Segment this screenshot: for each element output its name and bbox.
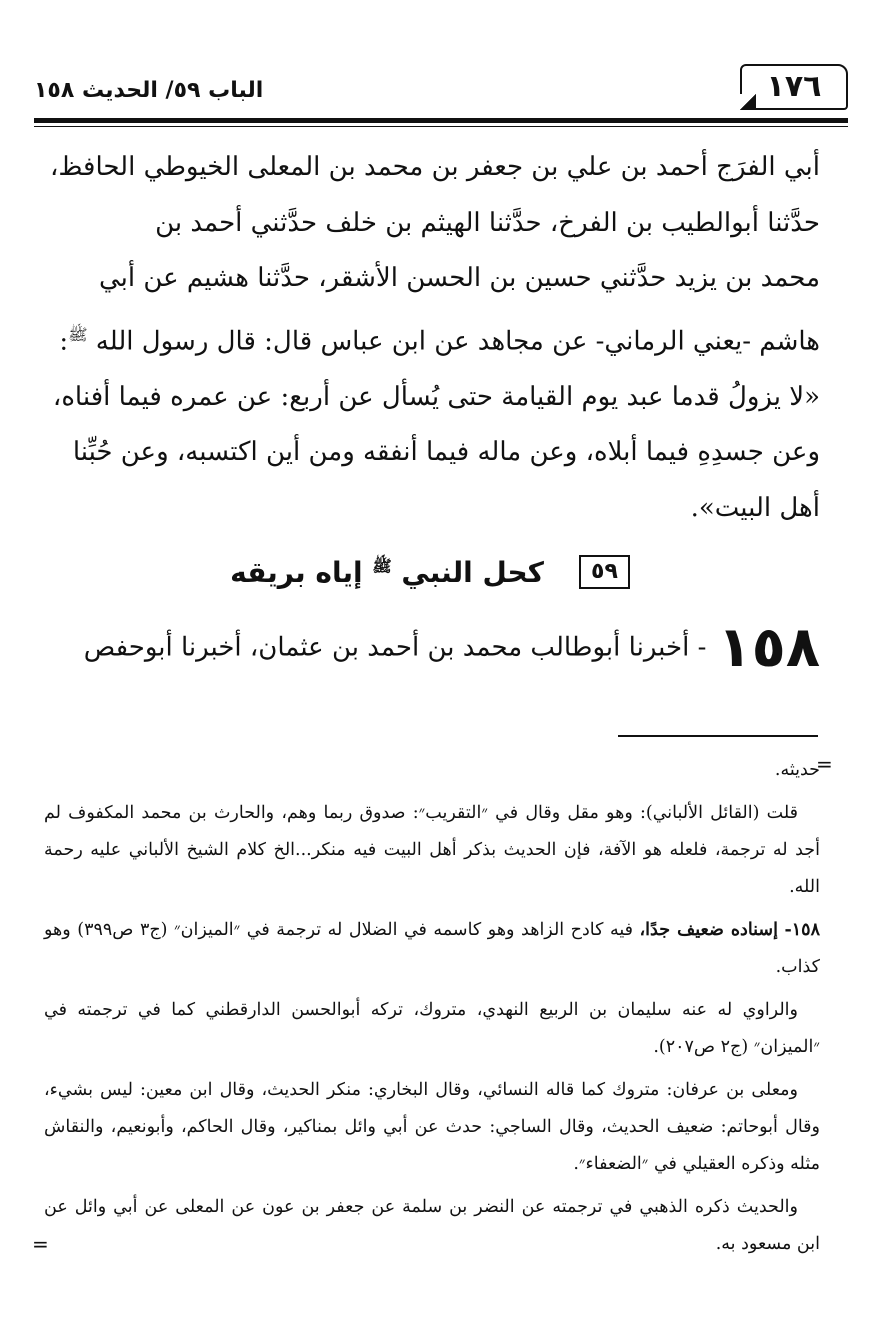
chapter-number: ٥٩ bbox=[579, 555, 630, 589]
footnote-paragraph bbox=[44, 912, 820, 986]
chapter-title-part: كحل النبي bbox=[401, 555, 544, 589]
text-line: أهل البيت». bbox=[690, 492, 820, 523]
footnote-grade: إسناده ضعيف جدًا، bbox=[639, 920, 778, 940]
footnote-separator bbox=[618, 735, 818, 737]
chapter-title-part: إياه بريقه bbox=[230, 555, 363, 589]
header-rule-thick bbox=[34, 118, 848, 123]
footnote-continuation-mark: = bbox=[816, 752, 833, 776]
chapter-title bbox=[230, 556, 544, 589]
page-corner-fold-icon bbox=[740, 94, 756, 110]
footnotes bbox=[44, 752, 820, 1269]
running-title: الباب ٥٩/ الحديث ١٥٨ bbox=[34, 78, 264, 103]
footnote-paragraph: والراوي له عنه سليمان بن الربيع النهدي، متروك، تركه أبوالحسن الدارقطني كما في ترجمته في ״الميزان״ (ج٢ ص٢٠٧). bbox=[44, 1000, 820, 1057]
footnote-paragraph: حديثه. bbox=[774, 760, 820, 780]
page-header bbox=[34, 58, 848, 120]
text-segment: : bbox=[59, 326, 69, 357]
hadith-opening bbox=[40, 615, 820, 680]
footnote-paragraph: قلت (القائل الألباني): وهو مقل وقال في ״التقريب״: صدوق ربما وهم، والحارث بن محمد المكفوف لم أجد له ترجمة، فلعله هو الآفة، فإن الحديث بذكر أهل البيت فيه منكر...الخ كلام الشيخ الألباني عليه رحمة الله. bbox=[44, 803, 820, 897]
footnote-text: فيه كادح الزاهد وهو كاسمه في الضلال له ترجمة في ״الميزان״ (ج٣ ص٣٩٩) وهو كذاب. bbox=[44, 920, 820, 977]
text-line: «لا يزولُ قدما عبد يوم القيامة حتى يُسأل عن أربع: عن عمره فيما أفناه، bbox=[52, 381, 820, 412]
text-line bbox=[40, 307, 820, 370]
text-line: أبي الفرَج أحمد بن علي بن جعفر بن محمد بن المعلى الخيوطي الحافظ، bbox=[49, 152, 820, 182]
footnote-paragraph: والحديث ذكره الذهبي في ترجمته عن النضر بن سلمة عن جعفر بن عون عن المعلى عن أبي وائل عن ابن مسعود به. bbox=[44, 1197, 820, 1254]
main-text bbox=[40, 140, 820, 536]
header-rule-thin bbox=[34, 126, 848, 127]
text-line: وعن جسدِهِ فيما أبلاه، وعن ماله فيما أنفقه ومن أين اكتسبه، وعن حُبِّنا bbox=[72, 437, 820, 468]
hadith-number: ١٥٨ bbox=[717, 615, 820, 680]
salutation-glyph: ﷺ bbox=[68, 324, 88, 344]
text-line: محمد بن يزيد حدَّثني حسين بن الحسن الأشقر، حدَّثنا هشيم عن أبي bbox=[98, 263, 820, 293]
page-number: ١٧٦ bbox=[766, 69, 822, 104]
chapter-heading bbox=[40, 555, 820, 615]
text-line: حدَّثنا أبوالطيب بن الفرخ، حدَّثنا الهيثم بن خلف حدَّثني أحمد بن bbox=[155, 207, 820, 238]
footnote-number: ١٥٨- bbox=[784, 920, 820, 940]
salutation-glyph: ﷺ bbox=[372, 556, 392, 576]
footnote-paragraph: ومعلى بن عرفان: متروك كما قاله النسائي، وقال البخاري: منكر الحديث، وقال ابن معين: ليس بشيء، وقال أبوحاتم: ضعيف الحديث، وقال الساجي: حدث عن أبي وائل بمناكير، وقال الحاكم، وأبونعيم، والنقاش مثله وذكره العقيلي في ״الضعفاء״. bbox=[44, 1080, 820, 1174]
text-segment: هاشم -يعني الرماني- عن مجاهد عن ابن عباس قال: قال رسول الله bbox=[95, 326, 820, 357]
hadith-text: - أخبرنا أبوطالب محمد بن أحمد بن عثمان، أخبرنا أبوحفص bbox=[83, 632, 707, 663]
footnote-continuation-mark: = bbox=[32, 1232, 49, 1256]
page-number-frame bbox=[740, 64, 848, 110]
